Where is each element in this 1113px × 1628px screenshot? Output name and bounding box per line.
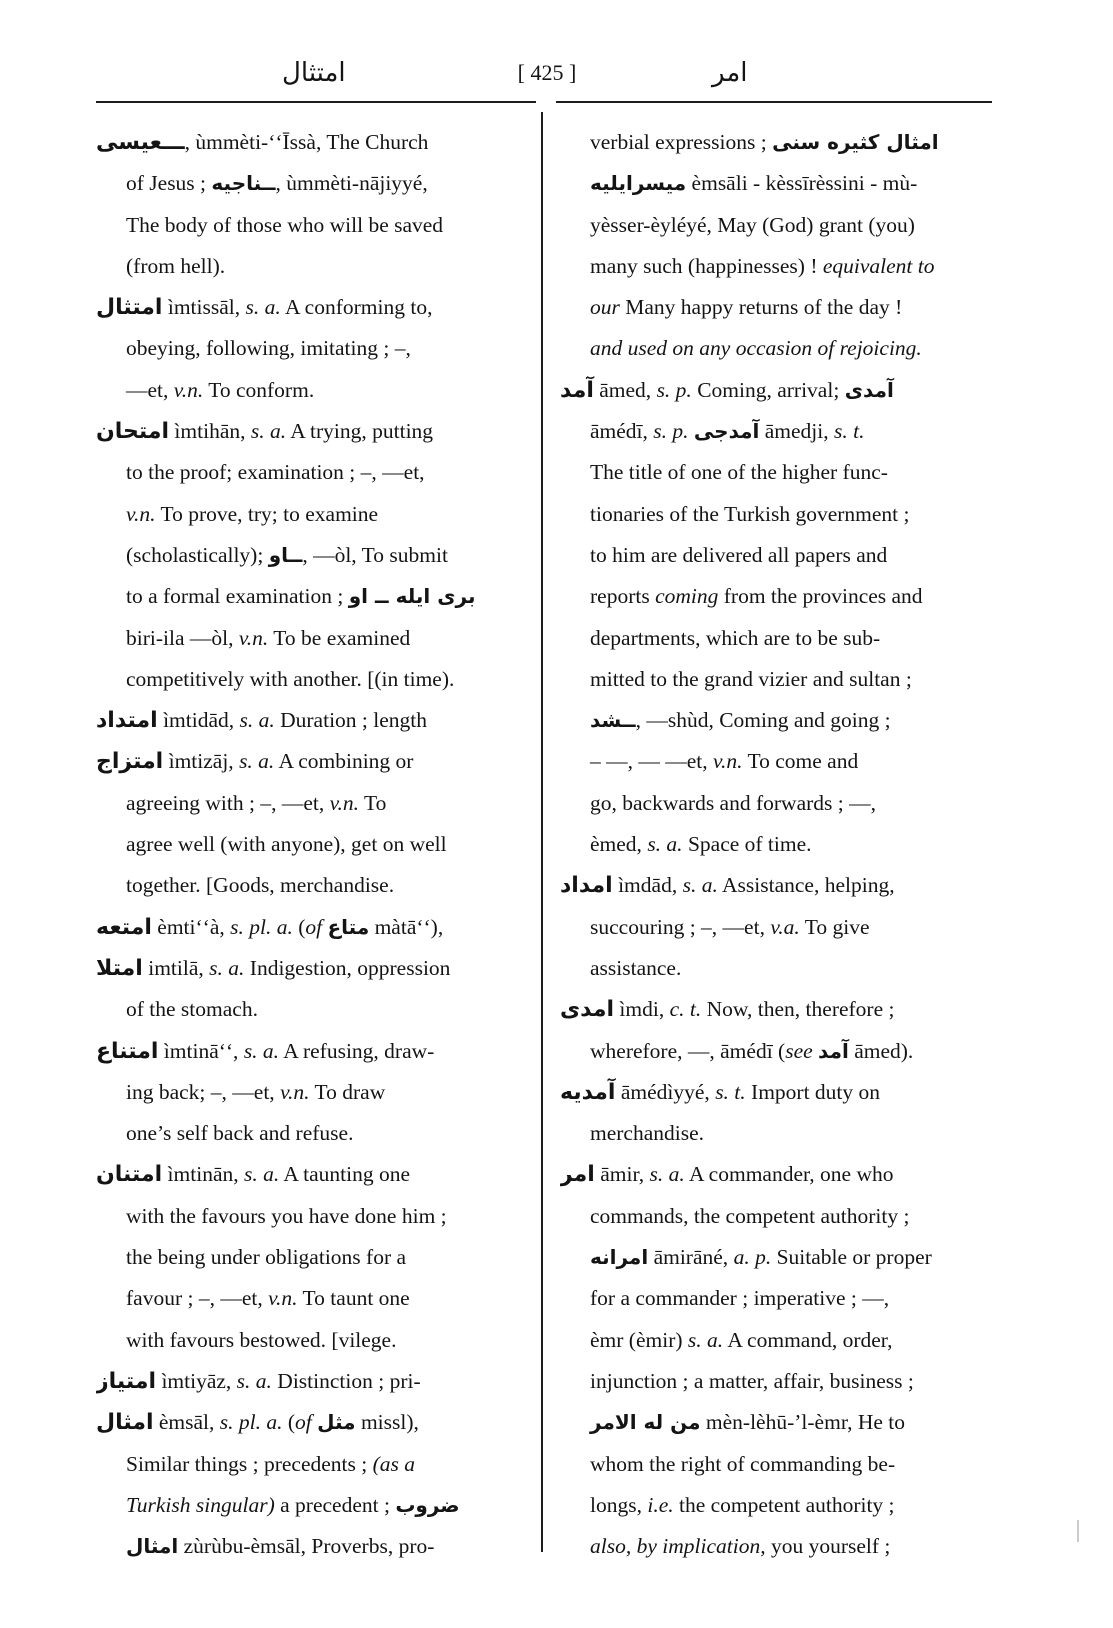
roman-text: āmirāné, (648, 1245, 734, 1270)
roman-text: èmsāli - kèssīrèssini - mù- (686, 171, 918, 196)
left-column (96, 122, 528, 1567)
roman-text: The body of those who will be saved (126, 212, 444, 237)
roman-text: – —, — —et, (590, 749, 714, 774)
roman-text: Space of time. (682, 832, 812, 857)
arabic-text: ــشد (590, 708, 636, 733)
roman-text: imtilā, (142, 955, 210, 980)
italic-text: s. a. (209, 955, 245, 980)
entry-continuation-line (560, 122, 992, 163)
right-column (560, 122, 992, 1567)
italic-text: s. a. (243, 1162, 280, 1187)
roman-text: zùrùbu-èmsāl, Proverbs, pro- (178, 1534, 435, 1559)
arabic-headword: امر (560, 1162, 595, 1188)
arabic-headword: امتعه (96, 914, 152, 940)
roman-text: —et, (126, 377, 174, 402)
roman-text: injunction ; a matter, affair, business ; (590, 1368, 914, 1393)
roman-text: The title of one of the higher func- (590, 460, 888, 485)
italic-text: a. p. (733, 1245, 772, 1270)
italic-text: coming (655, 584, 719, 609)
roman-text: verbial expressions ; (590, 130, 773, 154)
header-rule-left (96, 101, 536, 103)
italic-text: v.n. (238, 625, 269, 650)
roman-text: To give (799, 914, 870, 939)
entry-continuation-line (560, 1444, 992, 1485)
arabic-text: ــناجیه (211, 171, 276, 196)
entry-continuation-line (560, 246, 992, 287)
entry-continuation-line (96, 576, 528, 617)
page-number: [ 425 ] (517, 60, 577, 85)
italic-text: s. p. (653, 419, 689, 444)
entry-continuation-line (96, 494, 528, 535)
roman-text: to the proof; examination ; –, —et, (126, 460, 425, 485)
italic-text: v.n. (713, 749, 743, 774)
arabic-headword: امدی (560, 997, 615, 1023)
arabic-headword: امتلا (96, 955, 143, 981)
entry-continuation-line (96, 618, 528, 659)
roman-text: èmtiʻʻà, (151, 914, 231, 939)
roman-text: , —òl, To submit (302, 542, 448, 567)
roman-text: of the stomach. (126, 997, 258, 1022)
italic-text: s. a. (687, 1327, 724, 1352)
italic-text: of (295, 1410, 312, 1435)
italic-text: see (785, 1038, 813, 1063)
roman-text: to a formal examination ; (126, 584, 349, 609)
roman-text: To come and (742, 749, 859, 774)
roman-text: āmed). (848, 1038, 914, 1063)
italic-text: equivalent to (822, 253, 935, 278)
arabic-headword: امتحان (96, 419, 170, 445)
entry-continuation-line (96, 163, 528, 204)
entry-headword-line (96, 948, 528, 989)
arabic-headword: امتناع (96, 1038, 159, 1064)
italic-text: s. a. (243, 1038, 280, 1063)
italic-text: s. t. (834, 419, 865, 444)
roman-text: ìmtihān, (169, 419, 251, 444)
arabic-headword: امتزاج (96, 749, 164, 775)
entry-continuation-line (560, 1485, 992, 1526)
roman-text: tionaries of the Turkish government ; (590, 501, 910, 526)
roman-text: together. [Goods, merchandise. (126, 873, 395, 898)
entry-continuation-line (560, 1113, 992, 1154)
italic-text: s. a. (236, 1368, 272, 1393)
arabic-headword: امثال (96, 1410, 154, 1436)
roman-text: departments, which are to be sub- (590, 625, 881, 650)
arabic-text: ضروب (395, 1492, 460, 1517)
entry-headword-line (96, 122, 528, 163)
entry-continuation-line (560, 287, 992, 328)
roman-text: , ùmmèti-nājiyyé, (275, 171, 428, 196)
entry-continuation-line (96, 1237, 528, 1278)
entry-continuation-line (560, 535, 992, 576)
roman-text: To draw (309, 1079, 386, 1104)
roman-text: ìmtinān, (162, 1162, 244, 1187)
roman-text: one’s self back and refuse. (126, 1121, 354, 1146)
arabic-headword: امتیاز (96, 1368, 157, 1394)
arabic-text: مثل (317, 1410, 356, 1435)
entry-headword-line (96, 700, 528, 741)
arabic-headword: ـــعیسی (96, 130, 185, 155)
roman-text: longs, (590, 1492, 648, 1517)
header-rule-right (556, 101, 992, 103)
entry-headword-line (96, 1031, 528, 1072)
entry-headword-line (560, 370, 992, 411)
entry-continuation-line (96, 328, 528, 369)
arabic-headword: امتنان (96, 1162, 163, 1188)
roman-text: commands, the competent authority ; (590, 1203, 910, 1228)
roman-text: āmed, (593, 377, 657, 402)
arabic-headword: امتثال (96, 295, 163, 321)
roman-text: A commander, one who (684, 1162, 894, 1187)
roman-text: A combining or (274, 749, 414, 774)
roman-text: of Jesus ; (126, 171, 212, 196)
roman-text: the competent authority ; (673, 1492, 895, 1517)
entry-continuation-line (560, 576, 992, 617)
roman-text: for a commander ; imperative ; —, (590, 1286, 890, 1311)
roman-text: biri-ila —òl, (126, 625, 239, 650)
roman-text: with the favours you have done him ; (126, 1203, 447, 1228)
arabic-headword: امداد (560, 873, 613, 899)
entry-continuation-line (560, 948, 992, 989)
entry-continuation-line (96, 865, 528, 906)
arabic-text: متاع (327, 914, 370, 939)
entry-headword-line (96, 287, 528, 328)
roman-text: To be examined (268, 625, 411, 650)
arabic-text: من له الامر (590, 1410, 701, 1435)
italic-text: v.n. (268, 1286, 298, 1311)
roman-text: ìmtiyāz, (156, 1368, 237, 1393)
arabic-headword: آمدیه (560, 1079, 616, 1105)
roman-text: Similar things ; precedents ; (126, 1451, 373, 1476)
roman-text: ( (292, 914, 306, 939)
roman-text: go, backwards and forwards ; —, (590, 790, 876, 815)
italic-text: and used on any occasion of rejoicing. (590, 336, 922, 361)
roman-text: ing back; –, —et, (126, 1079, 281, 1104)
roman-text: a precedent ; (274, 1492, 396, 1517)
entry-headword-line (96, 1361, 528, 1402)
roman-text: agreeing with ; –, —et, (126, 790, 330, 815)
entry-continuation-line (560, 783, 992, 824)
roman-text: assistance. (590, 955, 682, 980)
italic-text: s. t. (715, 1079, 746, 1104)
roman-text: Now, then, therefore ; (701, 997, 895, 1022)
arabic-headword: امتداد (96, 708, 158, 734)
roman-text: Suitable or proper (771, 1245, 932, 1270)
italic-text: our (590, 295, 620, 320)
entry-continuation-line (96, 989, 528, 1030)
italic-text: s. a. (682, 873, 718, 898)
roman-text: wherefore, —, āmédī ( (590, 1038, 786, 1063)
column-divider (541, 112, 543, 1552)
roman-text: (scholastically); (126, 542, 269, 567)
roman-text: , —shùd, Coming and going ; (635, 708, 891, 733)
entry-continuation-line (96, 246, 528, 287)
italic-text: s. a. (649, 1162, 685, 1187)
roman-text: favour ; –, —et, (126, 1286, 269, 1311)
roman-text: āmedji, (759, 419, 835, 444)
roman-text: èmed, (590, 832, 648, 857)
entry-continuation-line (560, 1402, 992, 1443)
entry-continuation-line (560, 618, 992, 659)
roman-text: Distinction ; pri- (271, 1368, 421, 1393)
entry-continuation-line (560, 205, 992, 246)
running-head-left: امتثال (282, 58, 346, 88)
entry-headword-line (560, 1154, 992, 1195)
entry-continuation-line (560, 1031, 992, 1072)
roman-text: A refusing, draw- (279, 1038, 435, 1063)
running-head-right: امر (712, 58, 748, 88)
italic-text: s. a. (647, 832, 683, 857)
italic-text: of (305, 914, 323, 939)
entry-continuation-line (96, 1072, 528, 1113)
roman-text: , ùmmèti-ʻʻĪssà, The Church (184, 130, 429, 154)
roman-text: competitively with another. [(in time). (126, 666, 455, 691)
italic-text: v.n. (173, 377, 204, 402)
entry-headword-line (96, 1402, 528, 1443)
italic-text: s. pl. a. (230, 914, 293, 939)
italic-text: c. t. (669, 997, 702, 1022)
roman-text: mèn-lèhū-ʼl-èmr, He to (700, 1410, 906, 1435)
roman-text: missl), (355, 1410, 419, 1435)
entry-continuation-line (96, 205, 528, 246)
italic-text: s. a. (245, 295, 281, 320)
arabic-text: ــاو (268, 542, 303, 567)
entry-continuation-line (560, 1278, 992, 1319)
arabic-text: بری ایله ــ او (348, 584, 476, 609)
roman-text: A trying, putting (286, 419, 434, 444)
entry-continuation-line (96, 452, 528, 493)
arabic-text: آمدجی (693, 419, 760, 444)
roman-text: you yourself ; (765, 1534, 891, 1559)
entry-headword-line (560, 1072, 992, 1113)
roman-text: the being under obligations for a (126, 1245, 407, 1270)
italic-text: (as a (372, 1451, 416, 1476)
roman-text: from the provinces and (718, 584, 923, 609)
roman-text: ( (282, 1410, 296, 1435)
italic-text: v.a. (770, 914, 800, 939)
roman-text: merchandise. (590, 1121, 705, 1146)
entry-continuation-line (96, 1278, 528, 1319)
entry-continuation-line (560, 659, 992, 700)
roman-text: Many happy returns of the day ! (619, 295, 903, 320)
roman-text: many such (happinesses) ! (590, 253, 823, 278)
entry-continuation-line (96, 1444, 528, 1485)
roman-text: èmr (èmir) (590, 1327, 688, 1352)
roman-text: ìmtidād, (157, 708, 240, 733)
roman-text: ìmtizāj, (163, 749, 240, 774)
roman-text: yèsser-èyléyé, May (God) grant (you) (590, 212, 915, 237)
roman-text: ìmtināʻʻ, (158, 1038, 244, 1063)
italic-text: v.n. (329, 790, 360, 815)
roman-text: ìmdi, (614, 997, 670, 1022)
entry-continuation-line (96, 1196, 528, 1237)
roman-text: A taunting one (279, 1162, 411, 1187)
italic-text: i.e. (647, 1492, 674, 1517)
entry-continuation-line (560, 452, 992, 493)
italic-text: v.n. (280, 1079, 310, 1104)
roman-text: To (359, 790, 387, 815)
entry-continuation-line (96, 1113, 528, 1154)
roman-text: obeying, following, imitating ; –, (126, 336, 411, 361)
roman-text: Coming, arrival; (691, 377, 845, 402)
italic-text: s. a. (250, 419, 287, 444)
entry-continuation-line (96, 1485, 528, 1526)
entry-continuation-line (560, 328, 992, 369)
arabic-text: امثال (126, 1534, 179, 1559)
entry-continuation-line (96, 824, 528, 865)
entry-continuation-line (560, 411, 992, 452)
scan-mark (1077, 1520, 1079, 1542)
entry-headword-line (96, 411, 528, 452)
entry-continuation-line (560, 1526, 992, 1567)
entry-continuation-line (96, 1526, 528, 1567)
entry-continuation-line (560, 907, 992, 948)
italic-text: s. pl. a. (219, 1410, 283, 1435)
entry-continuation-line (96, 1320, 528, 1361)
roman-text: (from hell). (126, 253, 226, 278)
roman-text: whom the right of commanding be- (590, 1451, 896, 1476)
roman-text: ìmdād, (612, 873, 683, 898)
arabic-text: آمدی (844, 377, 894, 402)
entry-continuation-line (560, 1320, 992, 1361)
italic-text: Turkish singular) (126, 1492, 275, 1517)
entry-continuation-line (560, 494, 992, 535)
italic-text: also, by implication, (590, 1534, 766, 1559)
entry-continuation-line (560, 1361, 992, 1402)
italic-text: s. p. (656, 377, 692, 402)
roman-text: Assistance, helping, (717, 873, 895, 898)
entry-continuation-line (560, 741, 992, 782)
roman-text: A command, order, (723, 1327, 893, 1352)
roman-text: āmir, (594, 1162, 650, 1187)
roman-text: Import duty on (745, 1079, 881, 1104)
entry-headword-line (96, 907, 528, 948)
roman-text: āmédìyyé, (615, 1079, 716, 1104)
entry-continuation-line (560, 700, 992, 741)
entry-continuation-line (96, 535, 528, 576)
entry-continuation-line (560, 1237, 992, 1278)
entry-headword-line (96, 741, 528, 782)
roman-text: ìmtissāl, (162, 295, 246, 320)
entry-headword-line (560, 989, 992, 1030)
arabic-text: امثال کثیره سنی (772, 130, 939, 154)
roman-text: To prove, try; to examine (155, 501, 379, 526)
arabic-text: امرانه (590, 1245, 649, 1270)
roman-text: èmsāl, (153, 1410, 220, 1435)
arabic-headword: آمد (560, 377, 594, 403)
entry-continuation-line (96, 659, 528, 700)
entry-headword-line (560, 865, 992, 906)
entry-continuation-line (560, 1196, 992, 1237)
roman-text: màtāʻʻ), (369, 914, 444, 939)
roman-text: agree well (with anyone), get on well (126, 832, 447, 857)
entry-continuation-line (96, 370, 528, 411)
roman-text: A conforming to, (280, 295, 433, 320)
roman-text: Duration ; length (274, 708, 428, 733)
roman-text: mitted to the grand vizier and sultan ; (590, 666, 912, 691)
roman-text: āmédī, (590, 419, 654, 444)
italic-text: v.n. (126, 501, 156, 526)
arabic-text: آمد (818, 1038, 849, 1063)
roman-text: succouring ; –, —et, (590, 914, 771, 939)
roman-text: Indigestion, oppression (244, 955, 451, 980)
entry-continuation-line (560, 163, 992, 204)
entry-continuation-line (96, 783, 528, 824)
roman-text: with favours bestowed. [vilege. (126, 1327, 397, 1352)
roman-text: to him are delivered all papers and (590, 542, 888, 567)
italic-text: s. a. (239, 749, 275, 774)
entry-continuation-line (560, 824, 992, 865)
roman-text: To conform. (203, 377, 315, 402)
entry-headword-line (96, 1154, 528, 1195)
roman-text: reports (590, 584, 656, 609)
italic-text: s. a. (239, 708, 275, 733)
arabic-text: میسرایلیه (590, 171, 687, 196)
roman-text: To taunt one (297, 1286, 410, 1311)
